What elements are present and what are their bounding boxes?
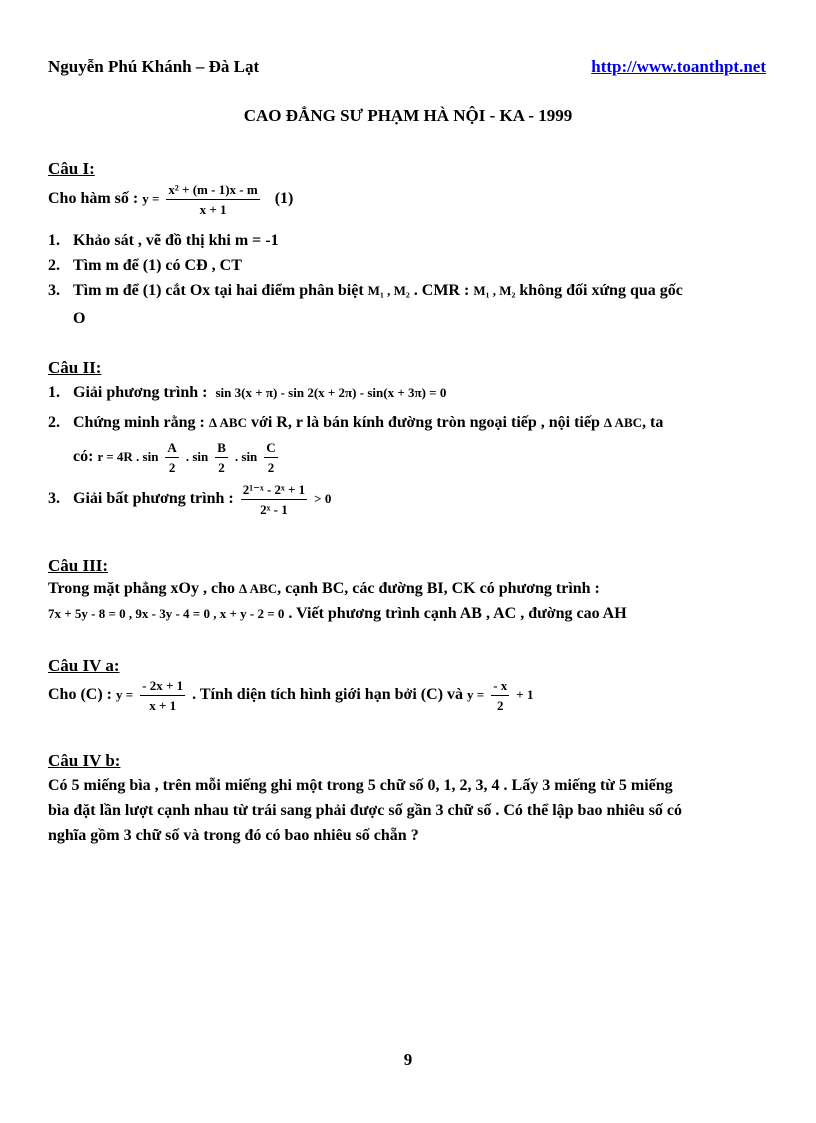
cau1-item-3-num: 3. [48,282,60,299]
cau1-fn-numerator: x² + (m - 1)x - m [166,182,259,200]
cau2-item-2-formula [73,440,281,475]
page-number: 9 [403,1050,413,1069]
cau2-item-1-num: 1. [48,384,60,401]
cau2-item-2-triangle: Δ ABC [208,415,247,430]
cau2-frac-A-den: 2 [168,460,176,475]
cau3-line-2-text: . Viết phương trình cạnh AB , AC , đường cao AH [288,605,627,622]
cau2-item-1-label: Giải phương trình : [73,384,208,401]
cau4a-denominator-2: 2 [496,698,504,713]
section-heading-cau4b: Câu IV b: [48,751,121,770]
cau4b-line-3: nghĩa gồm 3 chữ số và trong đó có bao nhiêu số chẵn ? [48,827,419,844]
cau4b-line-1: Có 5 miếng bìa , trên mỗi miếng ghi một trong 5 chữ số 0, 1, 2, 3, 4 . Lấy 3 miếng từ 5 miếng [48,777,673,794]
cau2-frac-B-num: B [215,440,228,458]
cau3-line-1-a: Trong mặt phẳng xOy , cho [48,580,235,597]
cau3-line-2 [48,605,627,623]
cau1-item-3-cont: O [73,310,86,327]
cau2-item-3-denominator: 2ˣ - 1 [260,502,288,517]
cau1-item-2-text: Tìm m để (1) có CĐ , CT [73,257,242,274]
cau4a-lhs: y = [116,687,134,703]
header-website-link[interactable]: http://www.toanthpt.net [591,57,766,76]
cau1-fn-lhs: y = [142,191,160,207]
cau1-fn-tag: (1) [274,190,294,208]
cau4a-numerator-2: - x [491,678,509,696]
page-title: CAO ĐẲNG SƯ PHẠM HÀ NỘI - KA - 1999 [243,106,573,125]
cau4b-line-2: bìa đặt lần lượt cạnh nhau từ trái sang phải được số gần 3 chữ số . Có thể lập bao nhiêu số có [48,802,683,819]
section-heading-cau3: Câu III: [48,556,108,575]
cau2-frac-C-num: C [264,440,277,458]
cau2-item-3-numerator: 2¹⁻ˣ - 2ˣ + 1 [241,482,307,500]
cau1-item-1-num: 1. [48,232,60,249]
cau2-item-3-num: 3. [48,490,60,508]
cau3-line-1-b: , cạnh BC, các đường BI, CK có phương trình : [277,580,600,597]
cau1-item-1-text: Khảo sát , vẽ đồ thị khi m = -1 [73,232,279,249]
cau1-item-3-text-c: . CMR : [413,282,470,299]
cau4a-lhs-2: y = [467,687,485,703]
section-heading-cau1: Câu I: [48,159,95,178]
cau2-frac-C-den: 2 [267,460,275,475]
cau1-item-3-text-e: không đối xứng qua gốc [519,282,683,299]
cau2-formula-a: r = 4R . sin [97,449,159,465]
cau2-frac-A-num: A [165,440,178,458]
cau2-frac-A [165,440,178,475]
cau2-frac-C [264,440,277,475]
cau3-equations: 7x + 5y - 8 = 0 , 9x - 3y - 4 = 0 , x + y - 2 = 0 [48,606,285,621]
cau1-item-3-points-2: M₁ , M₂ [473,283,516,298]
cau2-item-2-end: , ta [642,414,664,431]
cau1-function-line [48,182,293,217]
cau2-item-2-triangle-2: Δ ABC [603,415,643,430]
cau1-fn-fraction [166,182,259,217]
cau1-item-3-points: M₁ , M₂ [367,283,410,298]
header-author: Nguyễn Phú Khánh – Đà Lạt [48,57,260,76]
cau4a-fraction-2 [491,678,509,713]
cau2-frac-B-den: 2 [218,460,225,475]
cau4a-tail: + 1 [516,687,534,703]
cau2-item-1-equation: sin 3(x + π) - sin 2(x + 2π) - sin(x + 3π) = 0 [215,385,447,400]
cau4a-fraction [140,678,185,713]
cau2-formula-b: . sin [185,449,209,465]
cau2-item-2-co: có: [73,448,94,466]
cau1-intro: Cho hàm số : [48,190,139,208]
cau1-item-3 [48,282,683,300]
cau3-triangle: Δ ABC [239,581,278,596]
cau2-formula-c: . sin [234,449,258,465]
cau2-item-3 [48,482,331,517]
section-heading-cau2: Câu II: [48,358,102,377]
cau2-item-2-num: 2. [48,414,60,431]
cau2-item-2-label: Chứng minh rằng : [73,414,205,431]
cau2-item-3-label: Giải bất phương trình : [73,490,234,508]
cau4a-denominator: x + 1 [149,698,177,713]
cau2-frac-B [215,440,228,475]
cau4a-numerator: - 2x + 1 [140,678,185,696]
cau1-item-2 [48,257,242,275]
cau2-item-2 [48,414,663,432]
cau3-line-1 [48,580,600,598]
section-heading-cau4a: Câu IV a: [48,656,120,675]
cau2-item-2-text: với R, r là bán kính đường tròn ngoại tiếp , nội tiếp [251,414,600,431]
cau4a-line [48,678,533,713]
cau1-item-3-text-a: Tìm m để (1) cắt Ox tại hai điểm phân biệt [73,282,364,299]
cau4a-lead: Cho (C) : [48,686,112,704]
cau1-fn-denominator: x + 1 [199,202,227,217]
cau1-item-2-num: 2. [48,257,60,274]
cau2-item-3-fraction [241,482,307,517]
cau2-item-3-rhs: > 0 [314,491,332,507]
cau4a-text: . Tính diện tích hình giới hạn bởi (C) và [192,686,464,704]
cau1-item-1 [48,232,279,250]
cau2-item-1 [48,384,446,402]
